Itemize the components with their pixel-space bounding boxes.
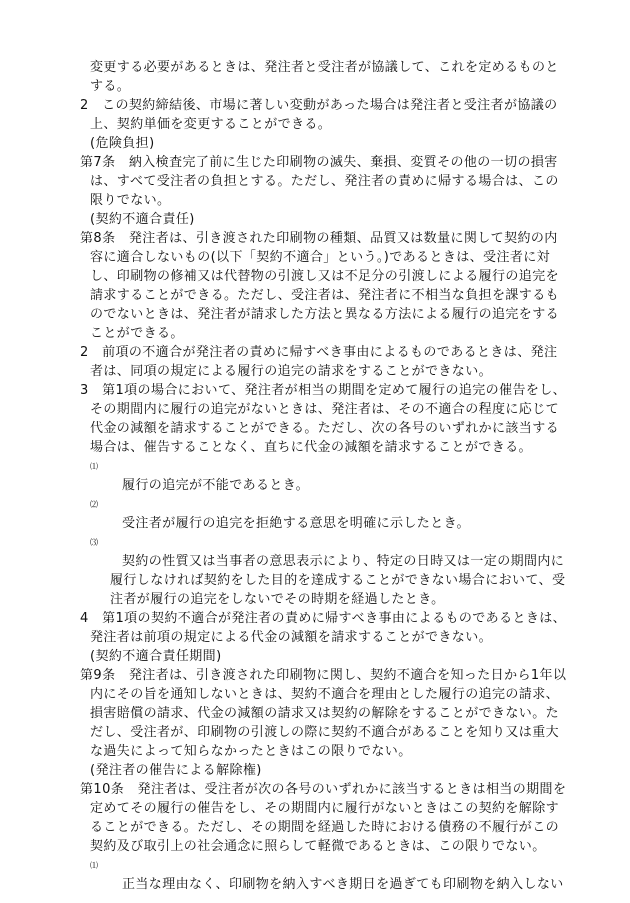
section-heading: (発注者の催告による解除権)	[90, 763, 262, 778]
text-line: ることができる。ただし、その期間を経過した時における債務の不履行がこの	[90, 820, 560, 835]
item-marker: ⑴	[90, 462, 98, 471]
section-heading: (契約不適合責任期間)	[90, 649, 222, 664]
text-line: 履行しなければ契約をした目的を達成することができない場合において、受	[110, 573, 566, 588]
text-line: 3 第1項の場合において、発注者が相当の期間を定めて履行の追完の催告をし、	[80, 383, 567, 398]
text-line: のでないときは、発注者が請求した方法と異なる方法による履行の追完をする	[90, 307, 560, 322]
text-line: 上、契約単価を変更することができる。	[90, 117, 332, 132]
list-item: 履行の追完が不能であるとき。	[122, 478, 310, 493]
text-line: その期間内に履行の追完がないときは、発注者は、その不適合の程度に応じて	[90, 402, 560, 417]
text-line: 変更する必要があるときは、発注者と受注者が協議して、これを定めるものと	[90, 60, 559, 75]
text-line: 場合は、催告することなく、直ちに代金の減額を請求することができる。	[90, 440, 532, 455]
text-line: 者は、同項の規定による履行の追完の請求をすることができない。	[90, 364, 493, 379]
item-marker: ⑴	[90, 861, 98, 870]
text-line: 容に適合しないもの(以下「契約不適合」という。)であるときは、受注者に対	[90, 250, 551, 265]
article-heading-9: 第9条 発注者は、引き渡された印刷物に関し、契約不適合を知った日から1年以	[80, 668, 567, 683]
text-line: 2 この契約締結後、市場に著しい変動があった場合は発注者と受注者が協議の	[80, 98, 558, 113]
text-line: 契約及び取引上の社会通念に照らして軽微であるときは、この限りでない。	[90, 839, 546, 854]
item-marker: ⑵	[90, 500, 98, 509]
list-item: 契約の性質又は当事者の意思表示により、特定の日時又は一定の期間内に	[122, 554, 565, 569]
text-line: する。	[90, 79, 131, 94]
text-line: 代金の減額を請求することができる。ただし、次の各号のいずれかに該当する	[90, 421, 560, 436]
list-item: 受注者が履行の追完を拒絶する意思を明確に示したとき。	[122, 516, 470, 531]
item-marker: ⑶	[90, 538, 98, 547]
text-line: は、すべて受注者の負担とする。ただし、発注者の責めに帰する場合は、この	[90, 174, 559, 189]
text-line: 限りでない。	[90, 193, 171, 208]
text-line: 内にその旨を通知しないときは、契約不適合を理由とした履行の追完の請求、	[90, 687, 560, 702]
text-line: 請求することができる。ただし、受注者は、発注者に不相当な負担を課するも	[90, 288, 560, 303]
article-heading-10: 第10条 発注者は、受注者が次の各号のいずれかに該当するときは相当の期間を	[80, 782, 567, 797]
article-heading-7: 第7条 納入検査完了前に生じた印刷物の滅失、棄損、変質その他の一切の損害	[80, 155, 558, 170]
text-line: 4 第1項の契約不適合が発注者の責めに帰すべき事由によるものであるときは、	[80, 611, 567, 626]
text-line: 2 前項の不適合が発注者の責めに帰すべき事由によるものであるときは、発注	[80, 345, 558, 360]
text-line: 定めてその履行の催告をし、その期間内に履行がないときはこの契約を解除す	[90, 801, 560, 816]
section-heading: (契約不適合責任)	[90, 212, 195, 227]
text-line: し、印刷物の修補又は代替物の引渡し又は不足分の引渡しによる履行の追完を	[90, 269, 560, 284]
text-line: ことができる。	[90, 326, 184, 341]
list-item: 正当な理由なく、印刷物を納入すべき期日を過ぎても印刷物を納入しない	[122, 877, 564, 892]
article-heading-8: 第8条 発注者は、引き渡された印刷物の種類、品質又は数量に関して契約の内	[80, 231, 558, 246]
text-line: 発注者は前項の規定による代金の減額を請求することができない。	[90, 630, 493, 645]
text-line: 注者が履行の追完をしないでその時期を経過したとき。	[110, 592, 445, 607]
text-line: な過失によって知らなかったときはこの限りでない。	[90, 744, 412, 759]
text-line: だし、受注者が、印刷物の引渡しの際に契約不適合があることを知り又は重大	[90, 725, 560, 740]
text-line: 損害賠償の請求、代金の減額の請求又は契約の解除をすることができない。た	[90, 706, 560, 721]
section-heading: (危険負担)	[90, 136, 155, 151]
